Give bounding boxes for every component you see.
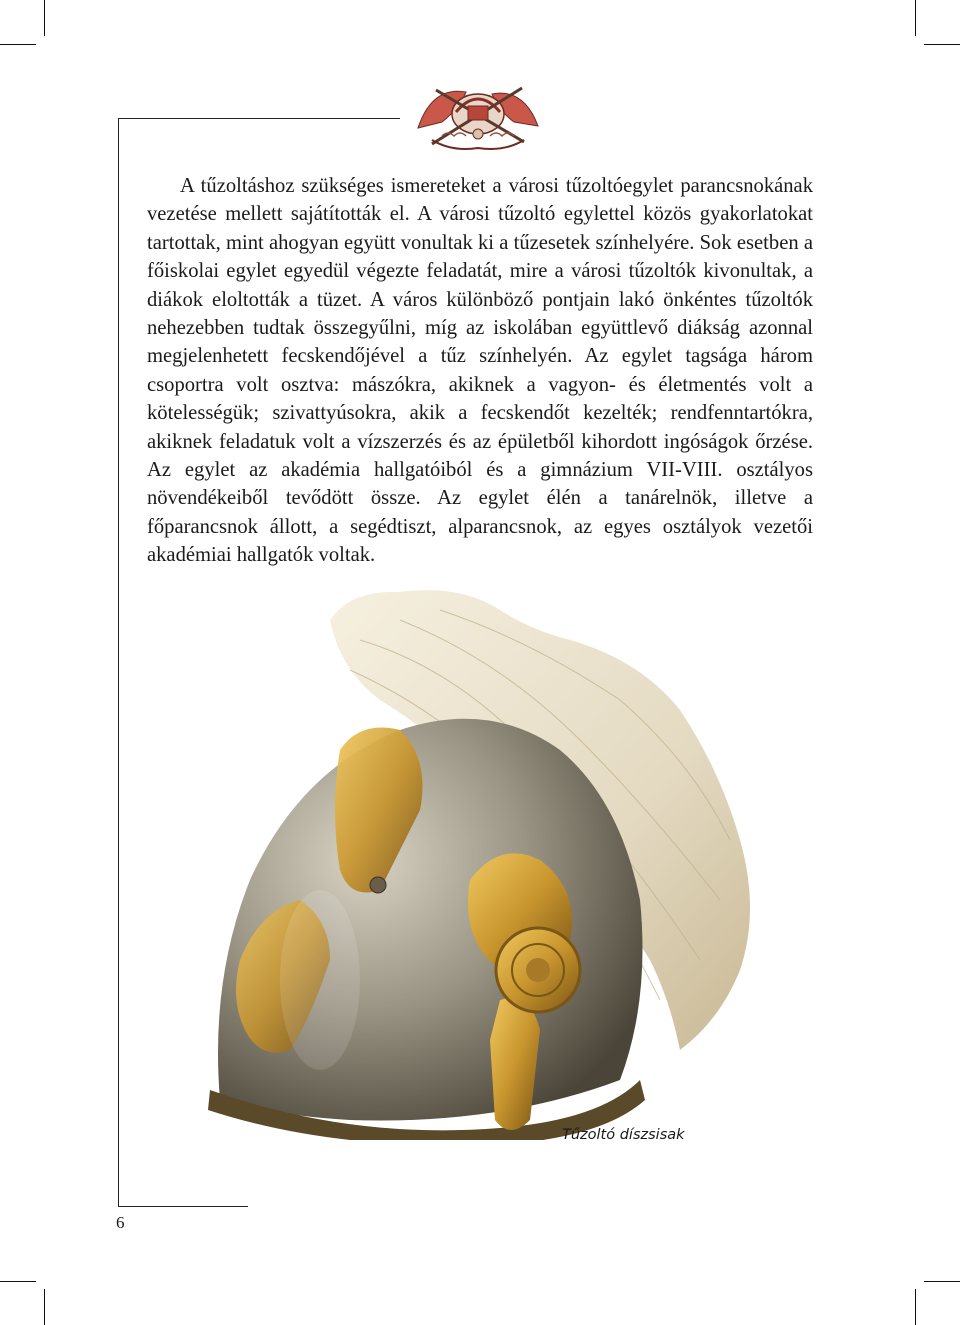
firefighter-emblem-icon — [412, 78, 544, 156]
crop-mark — [44, 0, 45, 36]
crop-mark — [0, 44, 36, 45]
crop-mark — [915, 1289, 916, 1325]
frame-bottom-line — [118, 1206, 248, 1207]
crop-mark — [924, 1281, 960, 1282]
crop-mark — [915, 0, 916, 36]
frame-top-line — [118, 118, 400, 119]
frame-left-line — [118, 118, 119, 1206]
page-number: 6 — [116, 1213, 125, 1232]
fire-helmet-photo — [200, 580, 800, 1140]
crop-mark — [0, 1281, 36, 1282]
figure-caption: Tűzoltó díszsisak — [562, 1127, 685, 1143]
crop-mark — [44, 1289, 45, 1325]
body-paragraph: A tűzoltáshoz szükséges ismereteket a városi tűzoltóegylet parancsnokának vezetése mellett sajátították el. A városi tűzoltó egylettel közös gyakorlatokat tartottak, mint ahogyan együtt vonultak ki a tűzesetek színhelyére. Sok esetben a főiskolai egylet egyedül végezte feladatát, mire a városi tűzoltók kivonultak, a diákok eloltották a tüzet. A város különböző pontjain lakó önkéntes tűzoltók nehezebben tudtak összegyűlni, míg az iskolában együttlevő diákság azonnal megjelenhetett fecskendőjével a tűz színhelyén. Az egylet tagsága három csoportra volt osztva: mászókra, akiknek a vagyon- és életmentés volt a kötelességük; szivattyúsokra, akik a fecskendőt kezelték; rendfenntartókra, akiknek feladatuk volt a vízszerzés és az épületből kihordott ingóságok őrzése. Az egylet az akadémia hallgatóiból és a gimnázium VII-VIII. osztályos növendékeiből tevődött össze. Az egylet élén a tanárelnök, illetve a főparancsnok állott, a segédtiszt, alparancsnok, az egyes osztályok vezetői akadémiai hallgatók voltak. — [147, 175, 813, 567]
crop-mark — [924, 44, 960, 45]
